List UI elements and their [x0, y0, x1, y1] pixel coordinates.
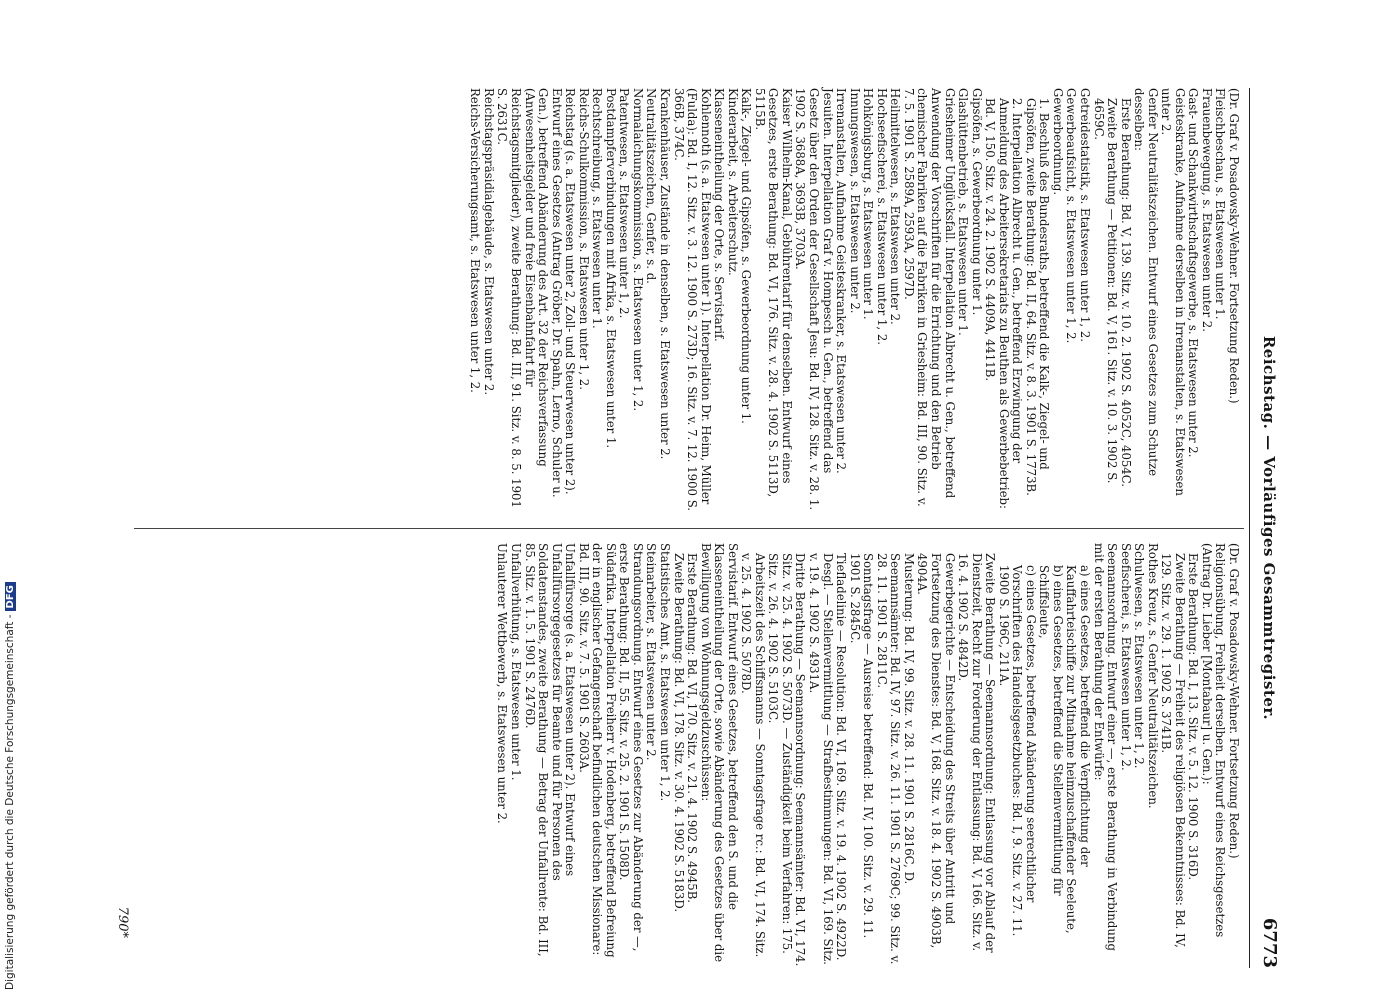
index-entry: Kaiser Wilhelm-Kanal, Gebührentarif für denselben. Entwurf eines Gesetzes, erste Berathung: Bd. VI, 176. Sitz. v. 28. 4. 1902 S. 5113D, 5115B.: [752, 88, 794, 498]
index-entry: Südafrika. Interpellation Freiherr v. Hodenberg, betreffend Befreiung der in englischer Gefangenschaft befindlichen deutschen Missionare: Bd. III, 90. Sitz. v. 7. 5. 1901 S. 2603A.: [576, 543, 618, 958]
index-entry: 1. Beschluß des Bundesraths, betreffend die Kalk-, Ziegel- und Gipsöfen, zweite Berathung: Bd. II, 64. Sitz. v. 8. 3. 1901 S. 1773B.: [1023, 98, 1052, 496]
index-entry: (Dr. Graf v. Posadowsky-Wehner. Fortsetzung Reden.): [1227, 543, 1241, 859]
index-entry: Sonntagsfrage — Ausreise betreffend: Bd. IV, 100. Sitz. v. 29. 11. 1901 S. 2845C.: [847, 553, 876, 939]
index-entry: Geisteskranke, Aufnahme derselben in Irrenanstalten, s. Etatswesen unter 2.: [1159, 88, 1187, 496]
index-entry: Frauenbewegung, s. Etatswesen unter 2.: [1199, 88, 1214, 332]
index-entry: Seemannsordnung. Entwurf einer —, erste Berathung in Verbindung mit der ersten Berathung der Entwürfe:: [1091, 543, 1120, 951]
index-entry: Rothes Kreuz, s. Genfer Neutralitätszeichen.: [1145, 543, 1160, 809]
index-entry: Dritte Berathung — Seemannsordnung: Seemannsämter: Bd. VI, 174. Sitz. v. 25. 4. 1902 S. 5073D. — Zuständigkeit beim Verfahren: 175. Sitz. v. 26. 4. 1902 S. 5103C.: [766, 553, 808, 967]
index-entry: Postdampferverbindungen mit Afrika, s. Etatswesen unter 1.: [603, 88, 618, 449]
index-entry: c) eines Gesetzes, betreffend Abänderung seerechtlicher Vorschriften des Handelsgesetzbuches: Bd. I, 9. Sitz. v. 27. 11. 1900 S. 196C, 211A.: [996, 565, 1038, 937]
page-number: 6773: [1259, 917, 1280, 968]
index-entry: Irrenanstalten, Aufnahme Geisteskranker, s. Etatswesen unter 2.: [834, 88, 849, 474]
index-entry: Gewerbeordnung.: [1050, 88, 1065, 196]
index-entry: Religionsübung, Freiheit derselben. Entwurf eines Reichsgesetzes (Antrag Dr. Lieber [Montabaur] u. Gen.):: [1199, 543, 1228, 938]
index-entry: Unfallverhütung, s. Etatswesen unter 1.: [509, 543, 524, 781]
index-entry: Reichs-Versicherungsamt, s. Etatswesen unter 1, 2.: [468, 88, 483, 393]
index-entry: (Dr. Graf v. Posadowsky-Wehner. Fortsetzung Reden.): [1227, 88, 1241, 404]
index-entry: Patentwesen, s. Etatswesen unter 1, 2.: [617, 88, 632, 319]
index-entry: Arbeitszeit des Schiffsmanns — Sonntagsfrage rc.: Bd. VI, 174. Sitz. v. 25. 4. 1902 S. 5078D.: [739, 553, 767, 958]
index-entry: Zweite Berathung — Seemannsordnung: Entlassung vor Ablauf der Dienstzeit, Recht zur Forderung der Entlassung: Bd. V, 166. Sitz. v. 16. 4. 1902 S. 4842D.: [956, 553, 998, 953]
column-right: [495, 543, 1240, 968]
index-entry: Heilmittelwesen, s. Etatswesen unter 2.: [888, 88, 903, 325]
index-entry: Servistarif. Entwurf eines Gesetzes, betreffend den S. und die Klasseneintheilung der Orte, sowie Abänderung des Gesetzes über die Bewilligung von Wohnungsgeldzuschüssen:: [698, 543, 740, 963]
header-rule: [1249, 88, 1250, 968]
index-entry: Kalk-, Ziegel- und Gipsöfen, s. Gewerbeordnung unter 1.: [739, 88, 754, 424]
index-entry: Erste Berathung: Bd. I, 13. Sitz. v. 5. 12. 1900 S. 316D.: [1186, 553, 1201, 881]
index-entry: Normalaichungskommission, s. Etatswesen unter 1, 2.: [630, 88, 645, 412]
index-entry: Gewerbegerichte — Entscheidung des Streits über Antritt und Fortsetzung des Dienstes: Bd. V, 168. Sitz. v. 18. 4. 1902 S. 4903B, 4904A.: [915, 553, 957, 949]
index-entry: Zweite Berathung: Bd. VI, 178. Sitz. v. 30. 4. 1902 S. 5183D.: [671, 553, 686, 913]
page-header: [1252, 88, 1280, 968]
index-entry: Innungswesen, s. Etatswesen unter 2.: [847, 88, 862, 314]
index-entry: Reichstag (s. a. Etatswesen unter 2, Zoll- und Steuerwesen unter 2). Entwurf eines Gesetzes (Antrag Gröber, Dr. Spahn, Lerno, Schuler u. Gen.), betreffend Abänderung des Art. 32 der Reichsverfassung (Anwesenheitsgelder und freie Eisenbahnfahrt für Reichstagsmitglieder), zweite Berathung: Bd. III, 91. Sitz. v. 8. 5. 1901 S. 2631C.: [495, 88, 578, 508]
sidebar-text: Digitalisierung gefördert durch die Deutsche Forschungsgemeinschaft -: [4, 614, 16, 990]
header-title: Reichstag. — Vorläufiges Gesammtregister.: [1260, 335, 1278, 721]
index-entry: Seefischerei, s. Etatswesen unter 1, 2.: [1118, 543, 1133, 771]
index-entry: Kinderarbeit, s. Arbeiterschutz.: [725, 88, 740, 276]
index-entry: Hohkönigsburg, s. Etatswesen unter 1.: [861, 88, 876, 320]
index-entry: Statistisches Amt, s. Etatswesen unter 1, 2.: [658, 543, 673, 802]
index-entry: Musterung: Bd. IV, 99. Sitz. v. 28. 11. 1901 S. 2816C, D.: [901, 553, 916, 885]
column-left: [468, 88, 1240, 513]
rotated-page: [115, 88, 1280, 968]
index-entry: Erste Berathung: Bd. V, 139. Sitz. v. 10. 2. 1902 S. 4052C, 4054C.: [1118, 98, 1133, 487]
signature-mark: 790*: [115, 906, 130, 938]
index-entry: Neutralitätszeichen, Genfer, s. d.: [644, 88, 659, 284]
index-entry: a) eines Gesetzes, betreffend die Verpflichtung der Kauffahrteischiffe zur Mitnahme heimzuschaffender Seeleute,: [1064, 565, 1092, 934]
index-entry: Klasseneintheilung der Orte, s. Servistarif.: [712, 88, 727, 342]
index-entry: Glashüttenbetrieb, s. Etatswesen unter 1.: [956, 88, 971, 336]
index-entry: Hochseefischerei, s. Etatswesen unter 1, 2.: [874, 88, 889, 345]
index-entry: Desgl. — Stellenvermittlung — Strafbestimmungen: Bd. VI, 169. Sitz. v. 19. 4. 1902 S. 4931A.: [807, 553, 835, 965]
index-entry: Fleischbeschau, s. Etatswesen unter 1.: [1213, 88, 1228, 320]
index-entry: Zweite Berathung — Freiheit des religiösen Bekenntnisses: Bd. IV, 129. Sitz. v. 29. 1. 1902 S. 3741B.: [1159, 553, 1187, 948]
index-entry: Kohlennoth (s. a. Etatswesen unter 1). Interpellation Dr. Heim, Müller (Fulda): Bd. I, 12. Sitz. v. 3. 12. 1900 S. 273D; 16. Sitz. v. 7. 12. 1900 S. 366B, 374C.: [671, 88, 713, 512]
index-entry: 2. Interpellation Albrecht u. Gen., betreffend Erzwingung der Anmeldung des Arbeitersekretariats zu Beuthen als Gewerbebetrieb: Bd. V, 150. Sitz. v. 24. 2. 1902 S. 4409A, 4411B.: [983, 98, 1025, 509]
index-entry: Gewerbeaufsicht, s. Etatswesen unter 1, 2.: [1064, 88, 1079, 344]
dfg-logo: DFG: [5, 582, 16, 611]
index-entry: Griesheimer Unglücksfall. Interpellation Albrecht u. Gen., betreffend Anwendung der Vorschriften für die Errichtung und den Betrieb chemischer Fabriken auf die Fabriken in Griesheim: Bd. III, 90. Sitz. v. 7. 5. 1901 S. 2589A, 2593A, 2597D.: [901, 88, 957, 507]
index-entry: Seemannsämter: Bd. IV, 97. Sitz. v. 26. 11. 1901 S. 2769C; 99. Sitz. v. 28. 11. 1901 S. 2811C.: [874, 553, 903, 965]
index-entry: Rechtschreibung, s. Etatswesen unter 1.: [590, 88, 605, 329]
index-entry: Jesuiten. Interpellation Graf v. Hompesch u. Gen., betreffend das Gesetz über den Orden der Gesellschaft Jesu: Bd. IV, 128. Sitz. v. 28. 1. 1902 S. 3688A, 3693B, 3703A.: [793, 88, 835, 511]
index-entry: Reichstagspräsidialgebäude, s. Etatswesen unter 2.: [481, 88, 496, 396]
index-entry: Schulwesen, s. Etatswesen unter 1, 2.: [1132, 543, 1147, 769]
index-entry: Strandungsordnung. Entwurf eines Gesetzes zur Abänderung der —, erste Berathung: Bd. II, 55. Sitz. v. 25. 2. 1901 S. 1508D.: [617, 543, 645, 952]
index-entry: Tiefladelinie — Resolution: Bd. VI, 169. Sitz. v. 19. 4. 1902 S. 4922D.: [834, 553, 849, 961]
index-entry: Gast- und Schankwirthschaftsgewerbe, s. Etatswesen unter 2.: [1186, 88, 1201, 458]
index-entry: Gipsöfen, s. Gewerbeordnung unter 1.: [969, 88, 984, 316]
index-entry: Reichs-Schulkommission, s. Etatswesen unter 1, 2.: [576, 88, 591, 390]
index-entry: Erste Berathung: Bd. VI, 170. Sitz. v. 21. 4. 1902 S. 4945B.: [685, 553, 700, 904]
sidebar-credit: [4, 582, 16, 990]
index-entry: Getreidestatistik, s. Etatswesen unter 1, 2.: [1077, 88, 1092, 343]
index-entry: Genfer Neutralitätszeichen. Entwurf eines Gesetzes zum Schutze desselben:: [1132, 88, 1160, 477]
index-entry: Krankenhäuser, Zustände in denselben, s. Etatswesen unter 2.: [658, 88, 673, 460]
index-entry: Zweite Berathung — Petitionen: Bd. V, 161. Sitz. v. 10. 3. 1902 S. 4659C.: [1091, 98, 1120, 484]
index-entry: b) eines Gesetzes, betreffend die Stellenvermittlung für Schiffsleute,: [1037, 565, 1065, 896]
index-entry: Unfallfürsorge (s. a. Etatswesen unter 2). Entwurf eines Unfallfürsorgegesetzes für Beamte und für Personen des Soldatenstandes, zweite Berathung — Betrag der Unfallrente: Bd. III, 85. Sitz. v. 1. 5. 1901 S. 2476D.: [522, 543, 578, 957]
index-entry: Unlauterer Wettbewerb, s. Etatswesen unter 2.: [495, 543, 510, 824]
column-rule: [134, 528, 1244, 529]
index-entry: Steinarbeiter, s. Etatswesen unter 2.: [644, 543, 659, 761]
